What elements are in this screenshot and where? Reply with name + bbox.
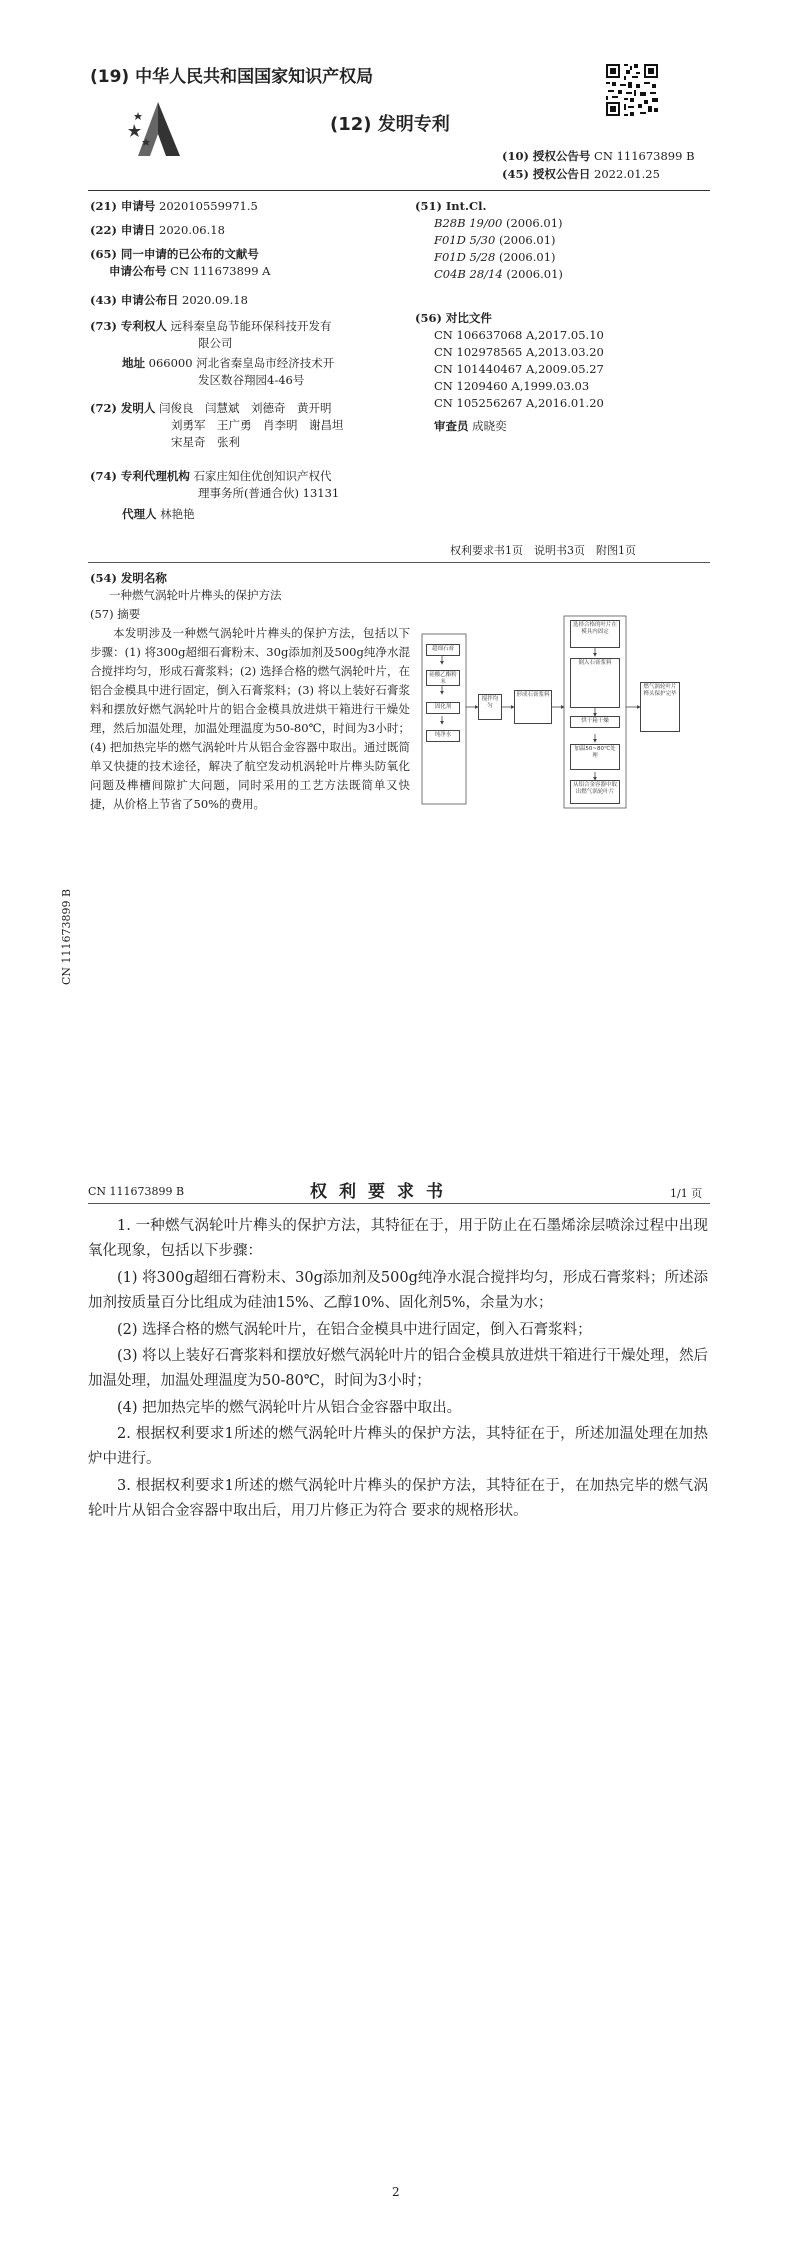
publication-date	[90, 292, 248, 309]
citation-item: CN 105256267 A,2016.01.20	[434, 396, 604, 410]
examiner-value: 成晓奕	[472, 419, 507, 433]
int-cl-label: (51) Int.Cl.	[415, 199, 487, 213]
address-value: 066000 河北省秦皇岛市经济技术开	[148, 356, 335, 370]
mid-divider	[88, 562, 710, 563]
claim-1-step-1: (1) 将300g超细石膏粉末、30g添加剂及500g纯净水混合搅拌均匀，形成石膏浆料；所述添加剂按质量百分比组成为硅油15%、乙醇10%、固化剂5%，余量为水；	[88, 1270, 708, 1311]
grant-number-label: (10) 授权公告号	[502, 149, 591, 163]
cnipa-logo-icon	[128, 98, 184, 160]
abstract-label: (57) 摘要	[90, 607, 141, 621]
abstract-figure	[418, 612, 718, 812]
step-select-blade: 选择合格的叶片在模具内固定	[570, 620, 620, 648]
grant-date	[502, 166, 660, 182]
int-cl-version: (2006.01)	[498, 250, 556, 264]
header-divider	[88, 190, 710, 191]
claim-2: 2. 根据权利要求1所述的燃气涡轮叶片榫头的保护方法，其特征在于，所述加温处理在加热炉中进行。	[88, 1426, 708, 1467]
step-curing-agent: 固化剂	[426, 702, 460, 714]
int-cl-code: B28B 19/00	[434, 216, 503, 230]
application-date-label: (22) 申请日	[90, 223, 156, 237]
citation-item: CN 106637068 A,2017.05.10	[434, 328, 604, 342]
claim-1-step-4: (4) 把加热完毕的燃气涡轮叶片从铝合金容器中取出。	[117, 1400, 462, 1416]
claims-divider	[88, 1203, 710, 1204]
inventors-line-2: 刘勇军 王广勇 肖李明 谢昌坦	[171, 418, 344, 432]
step-heat: 加温50~80℃处理	[570, 744, 620, 770]
step-mix: 搅拌均匀	[478, 694, 502, 720]
step-slurry: 形成石膏浆料	[514, 690, 552, 724]
inventors-line-1: 闫俊良 闫慧斌 刘德奇 黄开明	[159, 401, 332, 415]
int-cl-version: (2006.01)	[498, 233, 556, 247]
claims-page-number: 1/1 页	[670, 1187, 703, 1200]
application-date	[90, 222, 225, 239]
step-result: 燃气涡轮叶片榫头保护完毕	[640, 682, 680, 732]
citation-item: CN 1209460 A,1999.03.03	[434, 379, 590, 393]
qr-code-icon	[604, 62, 660, 118]
patentee-value-cont: 限公司	[198, 336, 233, 350]
publication-date-label: (43) 申请公布日	[90, 293, 179, 307]
office-name: (19) 中华人民共和国国家知识产权局	[90, 67, 374, 87]
invention-title-value: 一种燃气涡轮叶片榫头的保护方法	[109, 588, 282, 602]
address-value-cont: 发区数谷翔园4-46号	[198, 373, 305, 387]
agent-value: 林艳艳	[160, 507, 195, 521]
application-date-value: 2020.06.18	[159, 223, 225, 237]
step-water: 纯净水	[426, 730, 460, 742]
grant-date-value: 2022.01.25	[594, 167, 660, 181]
int-cl-version: (2006.01)	[506, 216, 563, 230]
abstract-text: 本发明涉及一种燃气涡轮叶片榫头的保护方法，包括以下步骤：(1) 将300g超细石膏粉末、30g添加剂及500g纯净水混合搅拌均匀，形成石膏浆料；(2) 选择合格的燃气涡轮叶片，在铝合金模具中进行固定，倒入石膏浆料；(3) 将以上装好石膏浆料和摆放好燃气涡轮叶片的铝合金模具放进烘干箱进行干燥处理，然后加温处理，加温处理温度为50-80℃，时间为3小时；(4) 把加热完毕的燃气涡轮叶片从铝合金容器中取出。通过既简单又快捷的技术途径，解决了航空发动机涡轮叶片榫头防氧化问题及榫槽间隙扩大问题，同时采用的工艺方法既简单又快捷，从价格上节省了50%的费用。	[90, 626, 410, 811]
claim-1-step-2: (2) 选择合格的燃气涡轮叶片，在铝合金模具中进行固定，倒入石膏浆料；	[117, 1322, 592, 1338]
inventors-line-3: 宋星奇 张利	[171, 435, 240, 449]
document-kind: (12) 发明专利	[330, 114, 450, 135]
patentee-label: (73) 专利权人	[90, 319, 167, 333]
patentee-value: 远科秦皇岛节能环保科技开发有	[170, 319, 332, 333]
inventors-label: (72) 发明人	[90, 401, 156, 415]
invention-title-label: (54) 发明名称	[90, 571, 167, 585]
int-cl	[415, 198, 563, 283]
publication-number-label: 申请公布号	[109, 264, 167, 278]
int-cl-item	[434, 249, 563, 266]
invention-title	[90, 570, 282, 604]
int-cl-item	[434, 266, 563, 283]
citation-item: CN 102978565 A,2013.03.20	[434, 345, 604, 359]
agency-line-1: 石家庄知住优创知识产权代	[193, 469, 332, 483]
grant-date-label: (45) 授权公告日	[502, 167, 591, 181]
step-remove: 从铝合金容器中取出燃气涡轮叶片	[570, 780, 620, 804]
step-pour-slurry: 倒入石膏浆料	[570, 658, 620, 708]
claim-1: 1. 一种燃气涡轮叶片榫头的保护方法，其特征在于，用于防止在石墨烯涂层喷涂过程中出现氧化现象，包括以下步骤：	[88, 1218, 708, 1259]
application-number-label: (21) 申请号	[90, 199, 156, 213]
citation-item: CN 101440467 A,2009.05.27	[434, 362, 604, 376]
int-cl-item	[434, 232, 563, 249]
application-number	[90, 198, 258, 215]
agency-line-2: 理事务所(普通合伙) 13131	[198, 486, 340, 500]
inventors	[90, 400, 420, 451]
page-number: 2	[392, 2185, 400, 2199]
step-additive: 硅酸乙酯粉末	[426, 670, 460, 686]
int-cl-code: F01D 5/30	[434, 233, 496, 247]
address-label: 地址	[122, 356, 145, 370]
grant-number-value: CN 111673899 B	[594, 149, 695, 163]
citations	[415, 310, 604, 435]
agency-label: (74) 专利代理机构	[90, 469, 190, 483]
claims-title: 权利要求书	[310, 1182, 455, 1202]
int-cl-code: C04B 28/14	[434, 267, 503, 281]
side-publication-number: CN 111673899 B	[60, 888, 73, 985]
patentee	[90, 318, 410, 389]
agency	[90, 468, 420, 523]
publication-number-value: CN 111673899 A	[170, 264, 271, 278]
examiner-label: 审查员	[434, 419, 469, 433]
page-counts: 权利要求书1页 说明书3页 附图1页	[450, 544, 636, 557]
claim-1-step-3: (3) 将以上装好石膏浆料和摆放好燃气涡轮叶片的铝合金模具放进烘干箱进行干燥处理，然后加温处理，加温处理温度为50-80℃，时间为3小时；	[88, 1348, 708, 1389]
claim-3: 3. 根据权利要求1所述的燃气涡轮叶片榫头的保护方法，其特征在于，在加热完毕的燃气涡轮叶片从铝合金容器中取出后，用刀片修正为符合 要求的规格形状。	[88, 1478, 708, 1519]
int-cl-item	[434, 215, 563, 232]
citations-label: (56) 对比文件	[415, 311, 492, 325]
step-gypsum: 超细石膏	[426, 644, 460, 656]
agent-label: 代理人	[122, 507, 157, 521]
grant-number	[502, 148, 695, 164]
step-dry: 烘干箱干燥	[570, 716, 620, 728]
claims-publication-number: CN 111673899 B	[88, 1185, 185, 1198]
prior-publication	[90, 246, 270, 280]
application-number-value: 202010559971.5	[159, 199, 258, 213]
prior-publication-label: (65) 同一申请的已公布的文献号	[90, 247, 259, 261]
int-cl-version: (2006.01)	[506, 267, 563, 281]
int-cl-code: F01D 5/28	[434, 250, 496, 264]
publication-date-value: 2020.09.18	[182, 293, 248, 307]
